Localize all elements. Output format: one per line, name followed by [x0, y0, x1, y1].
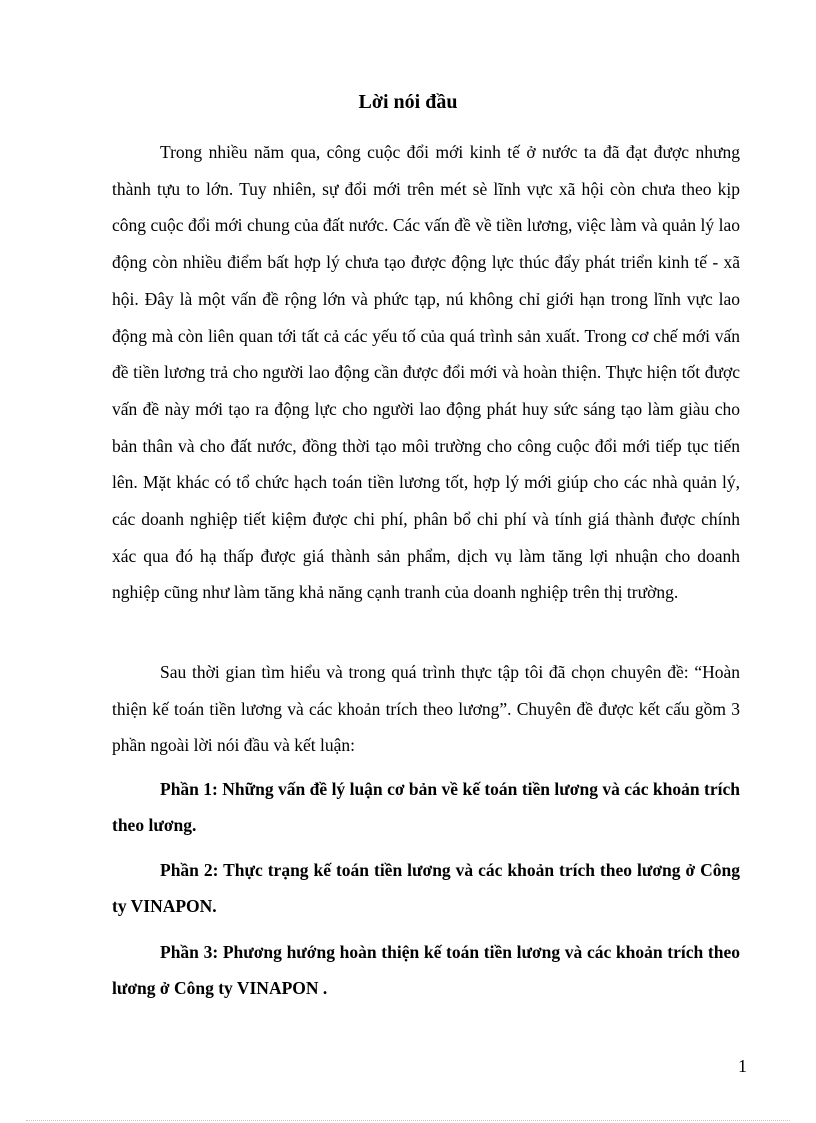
part-3-heading: Phần 3: Phương hướng hoàn thiện kế toán tiền lương và các khoản trích theo lương ở Công ty VINAPON . — [112, 942, 740, 998]
page-bottom-border — [26, 1120, 790, 1121]
part-1-heading: Phần 1: Những vấn đề lý luận cơ bản về kế toán tiền lương và các khoản trích theo lương. — [112, 779, 740, 835]
part-2-heading: Phần 2: Thực trạng kế toán tiền lương và các khoản trích theo lương ở Công ty VINAPON. — [112, 860, 740, 916]
document-title: Lời nói đầu — [358, 91, 458, 113]
topic-paragraph: Sau thời gian tìm hiểu và trong quá trình thực tập tôi đã chọn chuyên đề: “Hoàn thiện kế toán tiền lương và các khoản trích theo lương”. Chuyên đề được kết cấu gồm 3 phần ngoài lời nói đầu và kết luận: — [112, 662, 740, 756]
page-number: 1 — [738, 1056, 747, 1076]
intro-paragraph: Trong nhiều năm qua, công cuộc đổi mới kinh tế ở nước ta đã đạt được nhưng thành tựu to lớn. Tuy nhiên, sự đổi mới trên mét sè lĩnh vực xã hội còn chưa theo kịp công cuộc đổi mới chung của đất nước. Các vấn đề về tiền lương, việc làm và quản lý lao động còn nhiều điểm bất hợp lý chưa tạo được động lực thúc đẩy phát triển kinh tế - xã hội. Đây là một vấn đề rộng lớn và phức tạp, nú không chỉ giới hạn trong lĩnh vực lao động mà còn liên quan tới tất cả các yếu tố của quá trình sản xuất. Trong cơ chế mới vấn đề tiền lương trả cho người lao động cần được đổi mới và hoàn thiện. Thực hiện tốt được vấn đề này mới tạo ra động lực cho người lao động phát huy sức sáng tạo làm giàu cho bản thân và cho đất nước, đồng thời tạo môi trường cho công cuộc đổi mới tiếp tục tiến lên. Mặt khác có tổ chức hạch toán tiền lương tốt, hợp lý mới giúp cho các nhà quản lý, các doanh nghiệp tiết kiệm được chi phí, phân bổ chi phí và tính giá thành được chính xác qua đó hạ thấp được giá thành sản phẩm, dịch vụ làm tăng lợi nhuận cho doanh nghiệp cũng như làm tăng khả năng cạnh tranh của doanh nghiệp trên thị trường. — [112, 142, 740, 603]
